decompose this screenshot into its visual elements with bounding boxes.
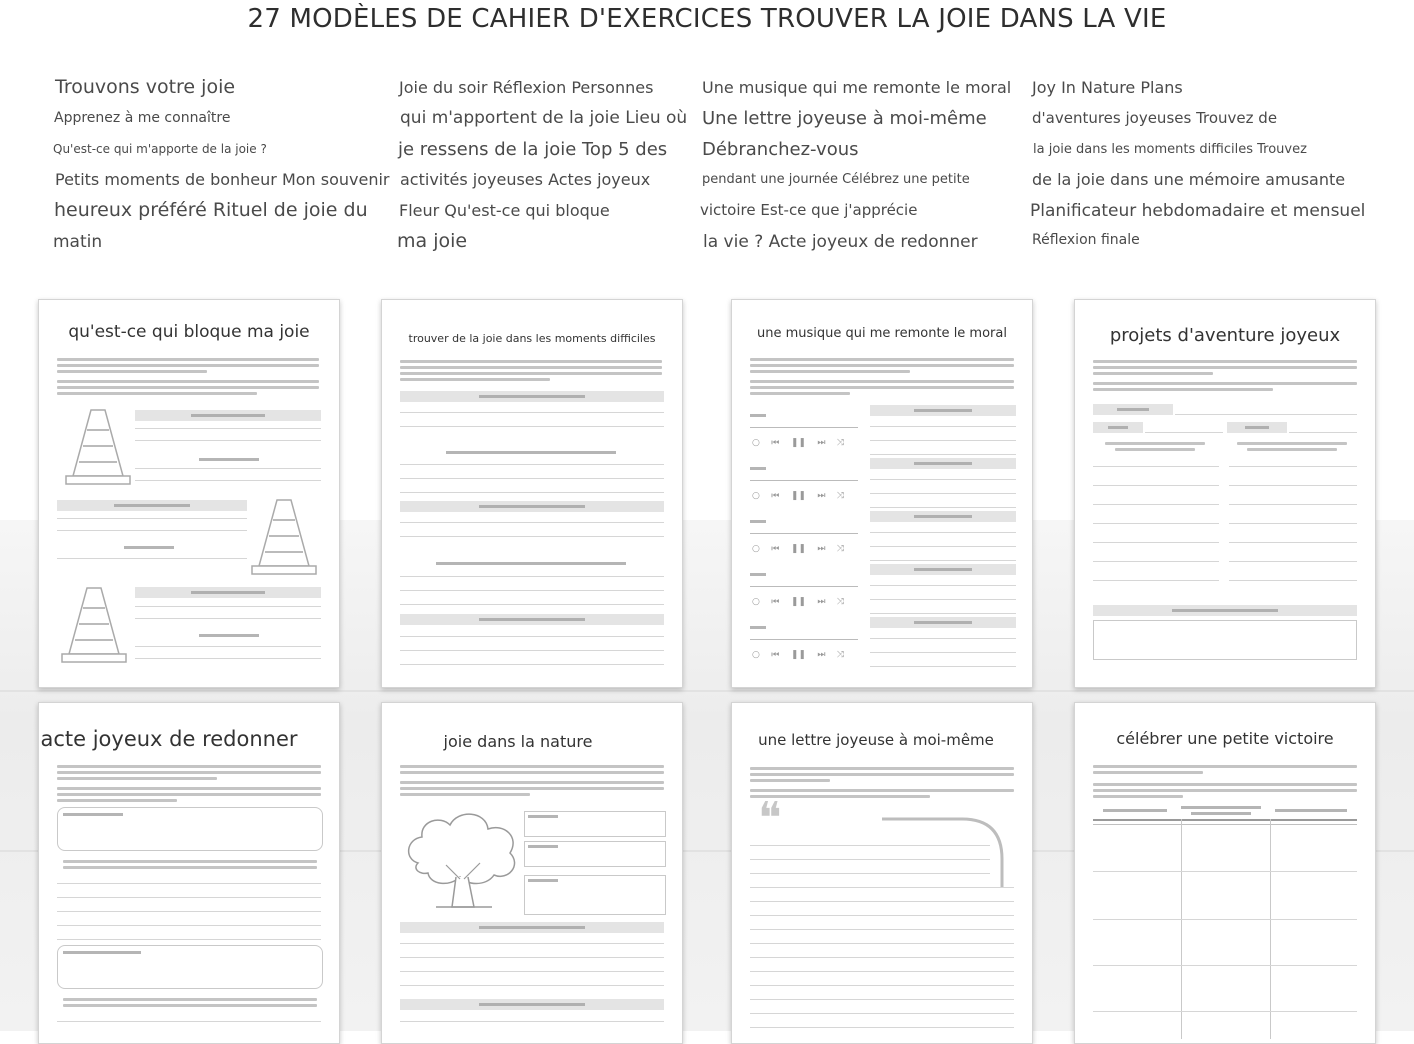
contents-item: je ressens de la joie Top 5 des <box>398 139 668 160</box>
contents-item: matin <box>53 232 103 252</box>
contents-item: la vie ? Acte joyeux de redonner <box>703 232 978 252</box>
media-controls-icon: ○ ⏮ ❚❚ ⏭ ⤨ <box>752 491 845 501</box>
worksheet-page <box>1074 702 1376 1044</box>
worksheet-title: une lettre joyeuse à moi-même <box>758 731 994 749</box>
media-controls-icon: ○ ⏮ ❚❚ ⏭ ⤨ <box>752 544 845 554</box>
worksheet-page <box>38 299 340 688</box>
contents-item: qui m'apportent de la joie Lieu où <box>400 108 688 128</box>
worksheet-title: joie dans la nature <box>443 732 593 751</box>
worksheet-title: célébrer une petite victoire <box>1116 729 1334 748</box>
media-controls-icon: ○ ⏮ ❚❚ ⏭ ⤨ <box>752 650 845 660</box>
traffic-cone-icon <box>249 496 319 578</box>
worksheet-page <box>731 702 1033 1044</box>
contents-item: Une lettre joyeuse à moi-même <box>702 108 987 129</box>
contents-item: Trouvons votre joie <box>55 76 236 98</box>
contents-item: la joie dans les moments difficiles Trouvez <box>1033 142 1307 157</box>
worksheet-page <box>731 299 1033 688</box>
worksheet-title: qu'est-ce qui bloque ma joie <box>68 322 310 342</box>
contents-item: ma joie <box>397 230 468 252</box>
worksheet-page <box>381 299 683 688</box>
worksheet-title: une musique qui me remonte le moral <box>757 326 1007 341</box>
contents-item: activités joyeuses Actes joyeux <box>400 170 651 189</box>
traffic-cone-icon <box>59 584 129 666</box>
contents-item: Petits moments de bonheur Mon souvenir <box>55 170 390 189</box>
worksheet-title: trouver de la joie dans les moments difficiles <box>408 332 656 345</box>
contents-item: de la joie dans une mémoire amusante <box>1032 170 1346 189</box>
media-controls-icon: ○ ⏮ ❚❚ ⏭ ⤨ <box>752 597 845 607</box>
worksheet-page <box>381 702 683 1044</box>
contents-item: Débranchez-vous <box>702 139 859 160</box>
contents-item: pendant une journée Célébrez une petite <box>702 172 970 187</box>
media-controls-icon: ○ ⏮ ❚❚ ⏭ ⤨ <box>752 438 845 448</box>
contents-item: Joy In Nature Plans <box>1032 78 1183 97</box>
contents-item: heureux préféré Rituel de joie du <box>54 199 368 221</box>
contents-item: Fleur Qu'est-ce qui bloque <box>399 201 610 220</box>
quote-icon: ❝ <box>758 793 782 844</box>
page-title: 27 MODÈLES DE CAHIER D'EXERCICES TROUVER LA JOIE DANS LA VIE <box>247 4 1167 34</box>
contents-item: d'aventures joyeuses Trouvez de <box>1032 109 1278 127</box>
worksheet-page <box>1074 299 1376 688</box>
traffic-cone-icon <box>63 406 133 488</box>
letter-frame <box>882 817 1008 889</box>
contents-item: victoire Est-ce que j'apprécie <box>700 201 918 219</box>
worksheet-page <box>38 702 340 1044</box>
worksheet-title: acte joyeux de redonner <box>40 727 298 751</box>
contents-item: Qu'est-ce qui m'apporte de la joie ? <box>53 142 267 156</box>
contents-item: Apprenez à me connaître <box>54 110 231 126</box>
contents-item: Joie du soir Réflexion Personnes <box>399 78 654 97</box>
contents-item: Planificateur hebdomadaire et mensuel <box>1030 201 1366 221</box>
contents-item: Une musique qui me remonte le moral <box>702 78 1012 97</box>
tree-icon <box>400 807 524 915</box>
contents-item: Réflexion finale <box>1032 232 1140 248</box>
worksheet-title: projets d'aventure joyeux <box>1109 325 1341 346</box>
